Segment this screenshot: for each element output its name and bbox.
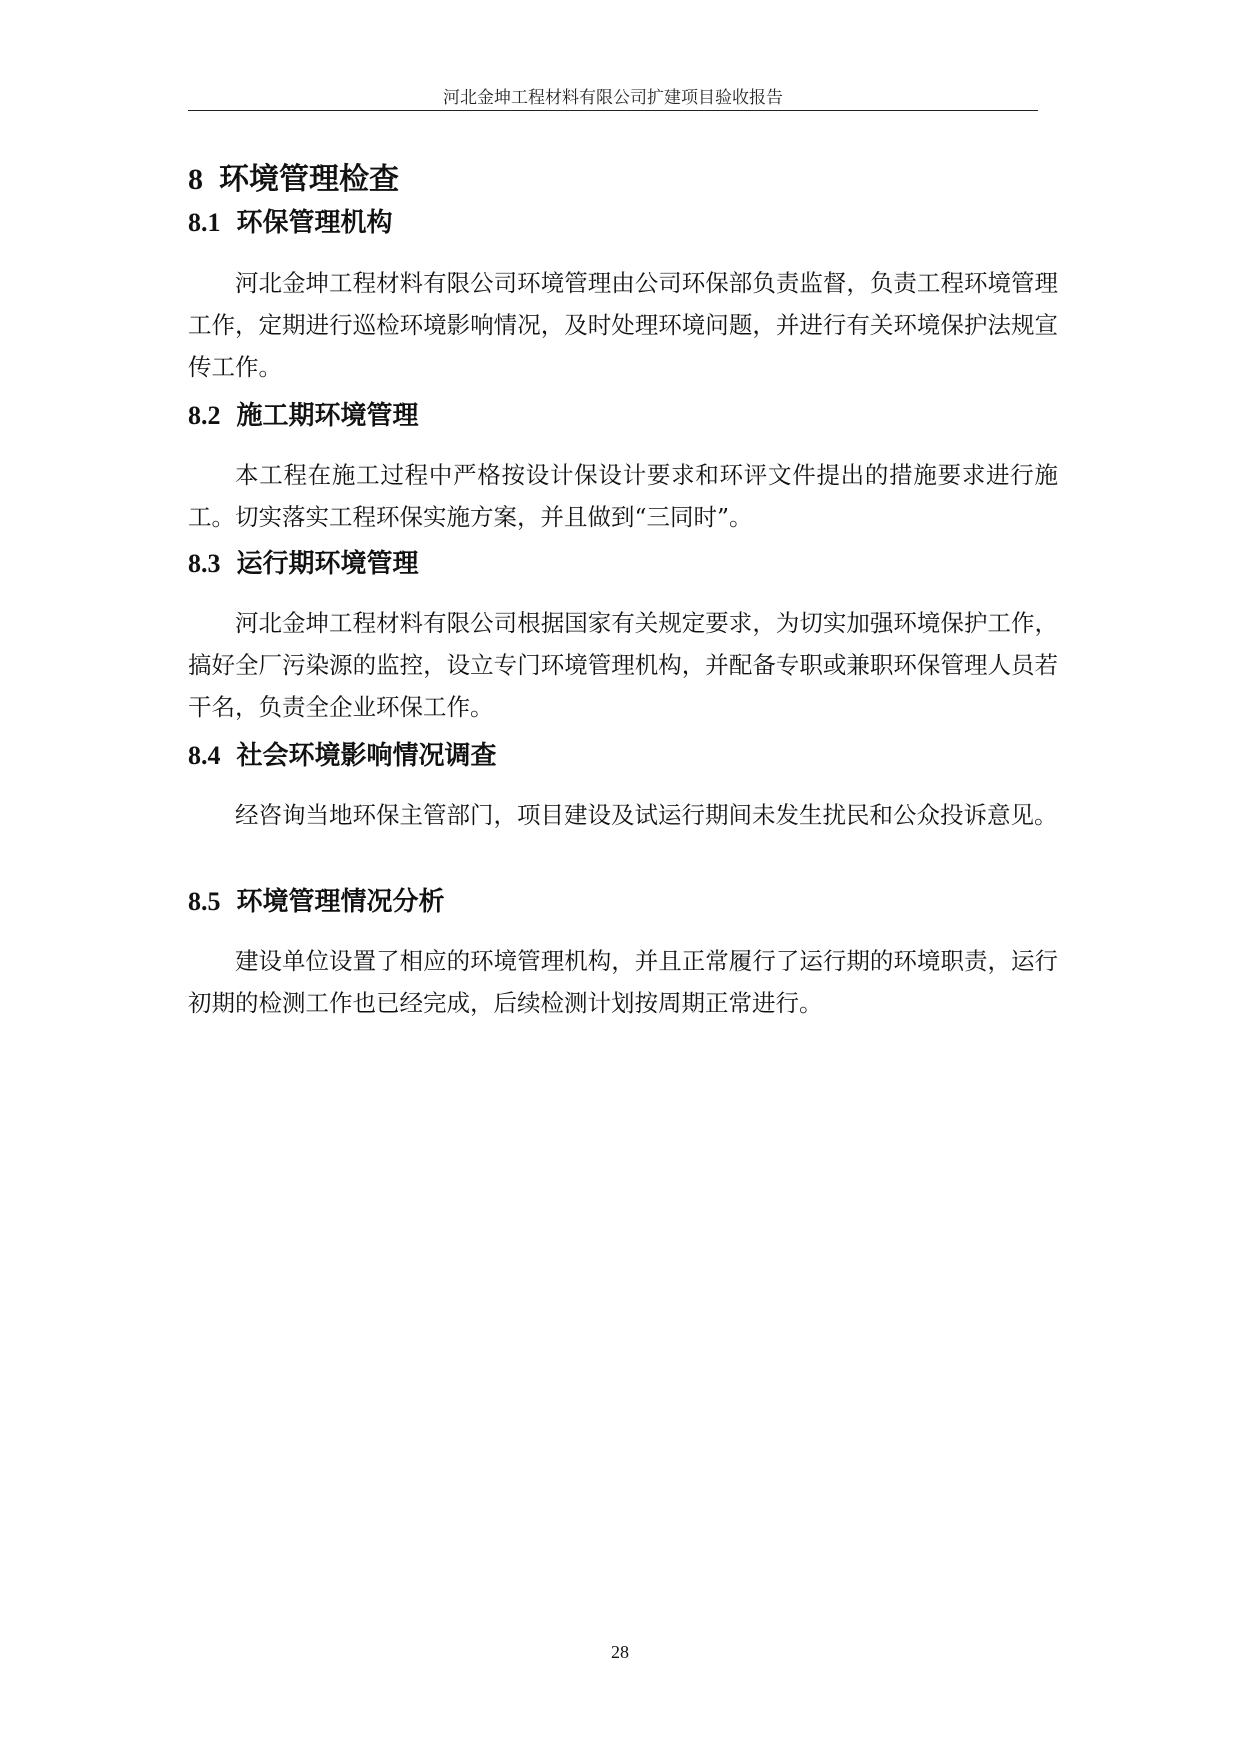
section-title: 环保管理机构 (236, 208, 393, 238)
section-paragraph-8-2: 本工程在施工过程中严格按设计保设计要求和环评文件提出的措施要求进行施工。切实落实工程环保实施方案，并且做到“三同时”。 (188, 461, 1058, 531)
section-title: 环境管理情况分析 (236, 887, 445, 917)
section-paragraph-8-1: 河北金坤工程材料有限公司环境管理由公司环保部负责监督，负责工程环境管理工作，定期进行巡检环境影响情况，及时处理环境问题，并进行有关环境保护法规宣传工作。 (188, 269, 1058, 381)
section-number: 8.3 (188, 549, 221, 578)
section-heading-8-1 (188, 205, 393, 241)
section-heading-8-2 (188, 398, 419, 434)
section-number: 8.4 (188, 741, 221, 770)
section-number: 8.2 (188, 401, 221, 430)
section-number: 8.1 (188, 208, 221, 237)
section-heading-8-4 (188, 738, 497, 774)
section-title: 运行期环境管理 (236, 549, 419, 579)
section-paragraph-8-3: 河北金坤工程材料有限公司根据国家有关规定要求，为切实加强环境保护工作，搞好全厂污染源的监控，设立专门环境管理机构，并配备专职或兼职环保管理人员若干名，负责全企业环保工作。 (188, 609, 1058, 721)
chapter-heading (188, 160, 399, 200)
chapter-number: 8 (188, 163, 203, 196)
section-title: 社会环境影响情况调查 (236, 741, 497, 771)
section-heading-8-5 (188, 884, 445, 920)
section-paragraph-8-5: 建设单位设置了相应的环境管理机构，并且正常履行了运行期的环境职责，运行初期的检测工作也已经完成，后续检测计划按周期正常进行。 (188, 947, 1058, 1017)
running-header: 河北金坤工程材料有限公司扩建项目验收报告 (188, 86, 1038, 111)
page-number: 28 (611, 1642, 629, 1662)
section-paragraph-8-4: 经咨询当地环保主管部门，项目建设及试运行期间未发生扰民和公众投诉意见。 (235, 801, 1058, 829)
chapter-title: 环境管理检查 (219, 162, 399, 197)
section-heading-8-3 (188, 546, 419, 582)
section-number: 8.5 (188, 887, 221, 916)
section-title: 施工期环境管理 (236, 401, 419, 431)
